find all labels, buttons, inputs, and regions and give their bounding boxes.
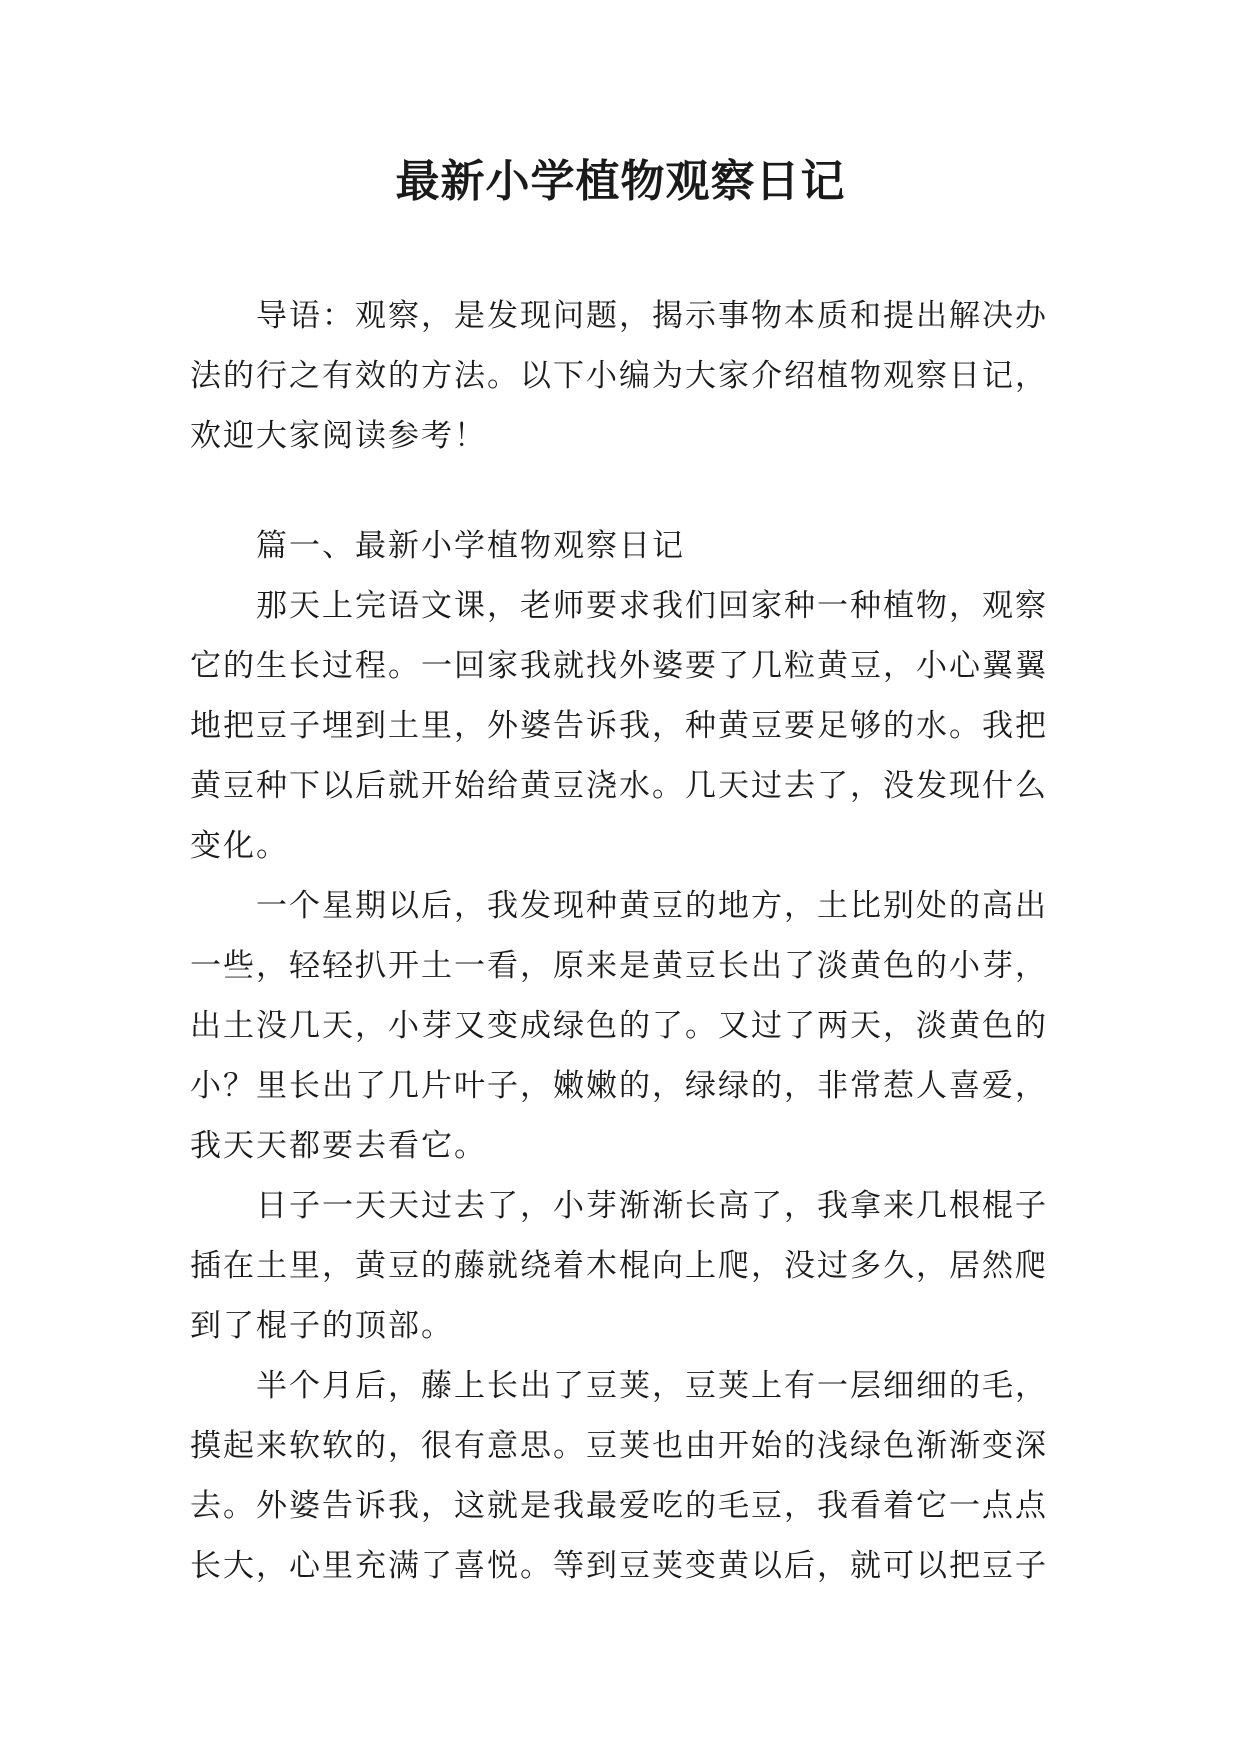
paragraph-line: 一些，轻轻扒开土一看，原来是黄豆长出了淡黄色的小芽， <box>190 948 1048 984</box>
page-title: 最新小学植物观察日记 <box>395 156 846 207</box>
paragraph-line: 一个星期以后，我发现种黄豆的地方，土比别处的高出 <box>256 888 1048 924</box>
paragraph-line: 它的生长过程。一回家我就找外婆要了几粒黄豆，小心翼翼 <box>190 648 1048 684</box>
paragraph-line: 半个月后，藤上长出了豆荚，豆荚上有一层细细的毛， <box>256 1368 1048 1404</box>
paragraph-line: 地把豆子埋到土里，外婆告诉我，种黄豆要足够的水。我把 <box>190 708 1048 744</box>
paragraph-line: 摸起来软软的，很有意思。豆荚也由开始的浅绿色渐渐变深 <box>190 1428 1048 1464</box>
paragraph-line: 那天上完语文课，老师要求我们回家种一种植物，观察 <box>256 588 1048 624</box>
paragraph-line: 出土没几天，小芽又变成绿色的了。又过了两天，淡黄色的 <box>190 1008 1048 1044</box>
body-paragraph <box>190 876 1050 1176</box>
body-paragraph <box>190 1356 1050 1596</box>
paragraph-line: 变化。 <box>190 828 289 864</box>
paragraph-line: 小？里长出了几片叶子，嫩嫩的，绿绿的，非常惹人喜爱， <box>190 1068 1048 1104</box>
intro-line: 法的行之有效的方法。以下小编为大家介绍植物观察日记， <box>190 358 1048 394</box>
paragraph-line: 去。外婆告诉我，这就是我最爱吃的毛豆，我看着它一点点 <box>190 1488 1048 1524</box>
paragraph-line: 长大，心里充满了喜悦。等到豆荚变黄以后，就可以把豆子 <box>190 1548 1048 1584</box>
paragraph-line: 我天天都要去看它。 <box>190 1128 487 1164</box>
intro-line: 导语：观察，是发现问题，揭示事物本质和提出解决办 <box>256 298 1048 334</box>
paragraph-line: 插在土里，黄豆的藤就绕着木棍向上爬，没过多久，居然爬 <box>190 1248 1048 1284</box>
intro-paragraph <box>190 286 1050 466</box>
paragraph-line: 黄豆种下以后就开始给黄豆浇水。几天过去了，没发现什么 <box>190 768 1048 804</box>
body-paragraph <box>190 576 1050 876</box>
body-paragraph <box>190 1176 1050 1356</box>
paragraph-line: 到了棍子的顶部。 <box>190 1308 454 1344</box>
diary-section <box>190 516 1050 1596</box>
paragraph-line: 日子一天天过去了，小芽渐渐长高了，我拿来几根棍子 <box>256 1188 1048 1224</box>
section-heading: 篇一、最新小学植物观察日记 <box>256 528 685 564</box>
intro-line: 欢迎大家阅读参考！ <box>190 418 487 454</box>
